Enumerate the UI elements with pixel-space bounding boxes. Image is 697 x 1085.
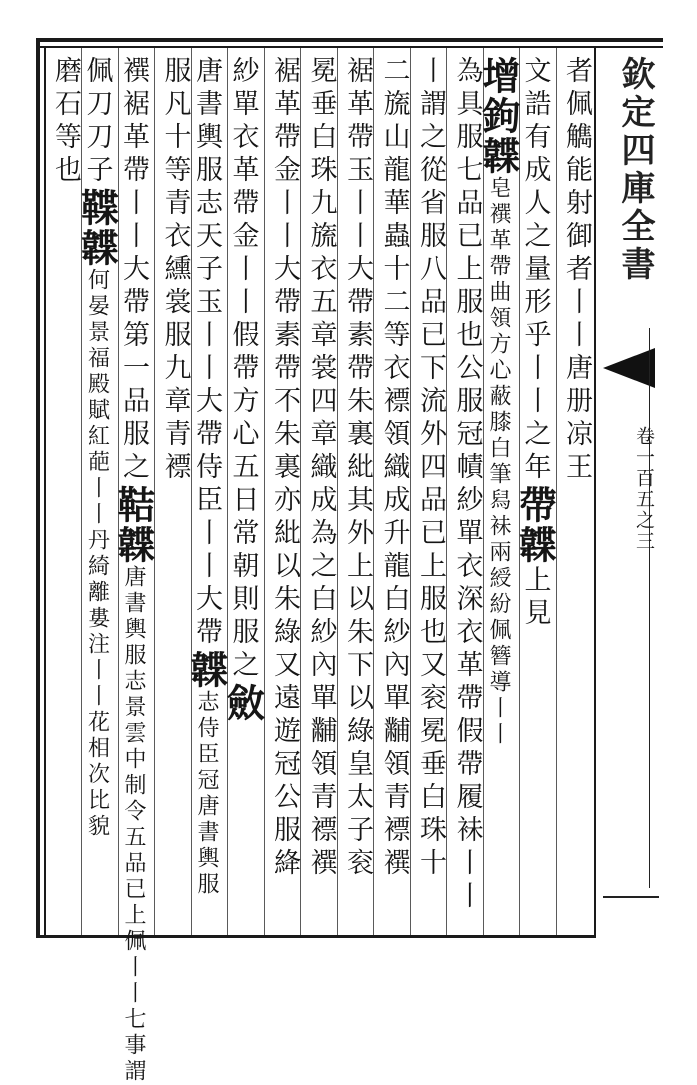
headword: 韘 (184, 650, 229, 690)
text-column (448, 56, 481, 931)
frame-border-top-inner (36, 46, 663, 48)
text-column (375, 56, 408, 931)
body-text: 文誥有成人之量形乎丨丨之年 (519, 56, 551, 485)
frame-border-bottom (36, 935, 596, 938)
volume-number: 卷一百五之三 (633, 426, 655, 552)
body-text: 裾革帶金丨丨大帶素帶不朱裏亦紕以朱綠又遠遊冠公服絳 (269, 56, 300, 881)
text-column (74, 56, 120, 931)
column-rule (373, 48, 374, 935)
body-text: 唐書輿服志天子玉丨丨大帶侍臣丨丨大帶 (191, 56, 222, 650)
frame-border-top (36, 38, 663, 42)
book-title: 欽定四庫全書 (615, 56, 655, 284)
text-column (476, 56, 521, 931)
text-column (156, 56, 189, 931)
headword: 鉤韘 (476, 96, 521, 176)
page-margin (603, 56, 659, 936)
body-text: 裾革帶玉丨丨大帶素帶朱裏紕其外上以朱下以綠皇太子衮 (342, 56, 373, 881)
headword: 帶韘 (512, 485, 558, 565)
body-text: 磨石等也 (50, 56, 81, 188)
headword: 斂 (220, 683, 266, 723)
body-text: 冕垂白珠九旒衣五章裳四章織成為之白紗內單黼領青褾襈 (305, 56, 337, 881)
column-rule (446, 48, 447, 935)
body-text: 紗單衣革帶金丨丨假帶方心五日常朝則服之 (227, 56, 259, 683)
annotation-text: 皂襈革帶曲領方心蔽膝白筆舄𧙕兩綬紛佩簪導丨丨 (486, 176, 511, 748)
headword: 鞊韘 (111, 485, 156, 565)
headword: 增 (476, 56, 521, 96)
body-text: 為具服七品已上服也公服冠幘紗單衣深衣革帶假帶履𧙕丨丨 (451, 56, 483, 914)
body-text: 服凡十等青衣纁裳服九章青褾 (159, 56, 191, 485)
text-column (512, 56, 558, 931)
annotation-text: 何晏景福殿賦紅葩丨丨丹綺離婁注丨丨花相次比貌 (84, 268, 110, 840)
margin-rule (649, 328, 650, 888)
body-text: 者佩觹能射御者丨丨唐册凉王 (561, 56, 592, 485)
text-column (47, 56, 80, 931)
body-text: 丨謂之從省服八品已下流外四品已上服也又衮冕垂白珠十 (415, 56, 446, 881)
body-text: 二旒山龍華蟲十二等衣褾領織成升龍白紗內單黼領青褾襈 (378, 56, 410, 881)
text-column (302, 56, 335, 931)
text-column (339, 56, 372, 931)
column-rule (300, 48, 301, 935)
text-column (111, 56, 156, 1085)
frame-border-left (36, 38, 40, 938)
text-column (184, 56, 229, 931)
text-column (266, 56, 299, 931)
margin-rule-bottom (603, 896, 659, 898)
text-column (412, 56, 445, 931)
annotation-text: 唐書輿服志景雲中制令五品已上佩丨丨七事謂 (121, 565, 146, 1085)
fish-tail-mark (603, 348, 655, 388)
body-text: 襈裾革帶丨丨大帶第一品服之 (118, 56, 149, 485)
body-text: 上見 (519, 565, 551, 631)
headword: 鞢韘 (74, 188, 120, 268)
text-column (558, 56, 591, 931)
column-rule (264, 48, 265, 935)
annotation-text: 志侍臣冠唐書輿服 (194, 690, 219, 898)
text-column (220, 56, 266, 931)
frame-border-right (594, 46, 596, 938)
body-text: 佩刀刀子 (81, 56, 113, 188)
